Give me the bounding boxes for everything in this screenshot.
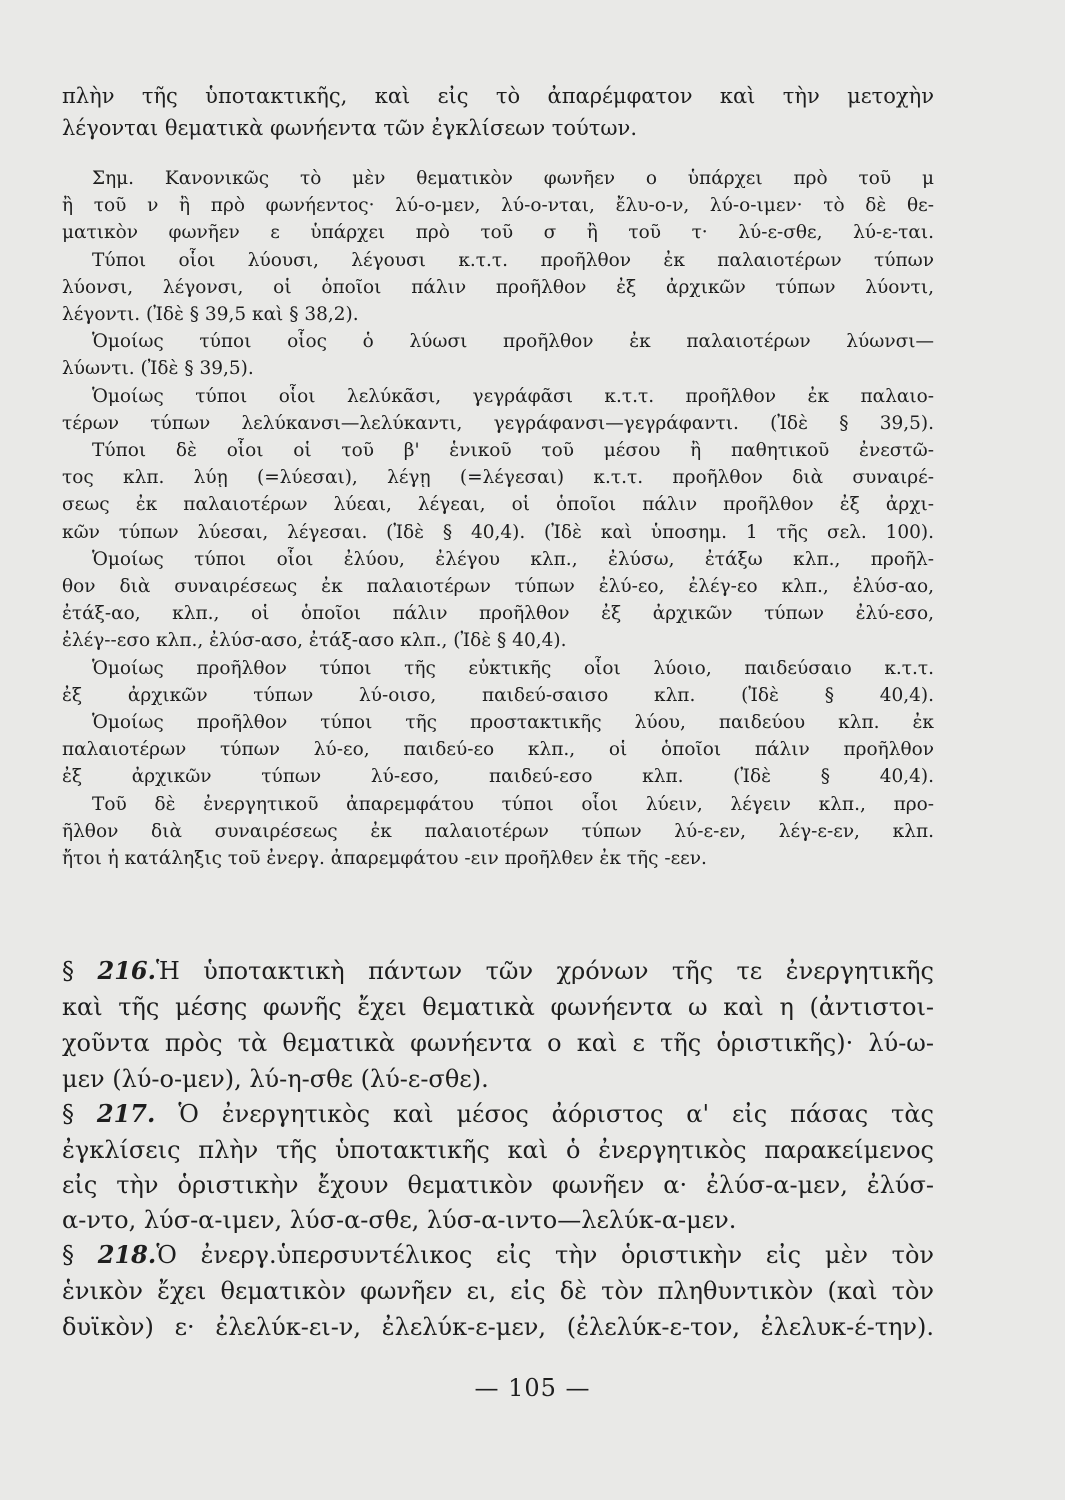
note-line: ἢ τοῦ ν ἢ πρὸ φωνήεντος· λύ-ο-μεν, λύ-ο-νται, ἔλυ-ο-ν, λύ-ο-ιμεν· τὸ δὲ θε- [62, 195, 934, 217]
note-line: ἐτάξ-αο, κλπ., οἱ ὁποῖοι πάλιν προῆλθον ἐξ ἀρχικῶν τύπων ἐλύ-εσο, [62, 603, 934, 625]
note-line: κῶν τύπων λύεσαι, λέγεσαι. (Ἰδὲ § 40,4). (Ἰδὲ καὶ ὑποσημ. 1 τῆς σελ. 100). [62, 521, 934, 543]
section-symbol: § [62, 1241, 74, 1269]
section-number: 216. [97, 956, 156, 985]
note-line: ῆλθον διὰ συναιρέσεως ἐκ παλαιοτέρων τύπων λύ-ε-εν, λέγ-ε-εν, κλπ. [62, 820, 934, 842]
note-line: Ὁμοίως τύποι οἷος ὁ λύωσι προῆλθον ἐκ παλαιοτέρων λύωνσι— [92, 331, 934, 353]
note-line: τος κλπ. λύῃ (=λύεσαι), λέγῃ (=λέγεσαι) κ.τ.τ. προῆλθον διὰ συναιρέ- [62, 467, 934, 489]
text-line: εἰς τὴν ὁριστικὴν ἔχουν θεματικὸν φωνῆεν α· ἐλύσ-α-μεν, ἐλύσ- [62, 1171, 934, 1199]
note-line: θον διὰ συναιρέσεως ἐκ παλαιοτέρων τύπων ἐλύ-εο, ἐλέγ-εο κλπ., ἐλύσ-αο, [62, 576, 934, 597]
section-text: Ἡ ὑποτακτικὴ πάντων τῶν χρόνων τῆς τε ἐνεργητικῆς [155, 957, 934, 985]
text-line: καὶ τῆς μέσης φωνῆς ἔχει θεματικὰ φωνήεντα ω καὶ η (ἀντιστοι- [62, 993, 934, 1021]
section-number: 218. [97, 1240, 157, 1269]
section-symbol: § [62, 957, 74, 985]
note-line: Τύποι δὲ οἷοι οἱ τοῦ β' ἑνικοῦ τοῦ μέσου ἢ παθητικοῦ ἐνεστῶ- [92, 440, 934, 461]
section-216-line-1 [62, 954, 934, 988]
note-line: λύωντι. (Ἰδὲ § 39,5). [62, 358, 254, 380]
text-line: πλὴν τῆς ὑποτακτικῆς, καὶ εἰς τὸ ἀπαρέμφατον καὶ τὴν μετοχὴν [62, 84, 934, 108]
note-line: ματικὸν φωνῆεν ε ὑπάρχει πρὸ τοῦ σ ἢ τοῦ τ· λύ-ε-σθε, λύ-ε-ται. [62, 222, 934, 244]
note-line: ἤτοι ἡ κατάληξις τοῦ ἐνεργ. ἀπαρεμφάτου -ειν προῆλθεν ἐκ τῆς -εεν. [62, 848, 707, 869]
section-number: 217. [96, 1099, 156, 1128]
section-symbol: § [62, 1100, 74, 1128]
text-line: λέγονται θεματικὰ φωνήεντα τῶν ἐγκλίσεων τούτων. [62, 116, 637, 140]
section-217-line-1 [62, 1097, 934, 1131]
note-line: Σημ. Κανονικῶς τὸ μὲν θεματικὸν φωνῆεν ο ὑπάρχει πρὸ τοῦ μ [92, 168, 934, 189]
note-line: Ὁμοίως τύποι οἷοι λελύκᾶσι, γεγράφᾶσι κ.τ.τ. προῆλθον ἐκ παλαιο- [92, 385, 934, 407]
note-line: Ὁμοίως προῆλθον τύποι τῆς εὐκτικῆς οἷοι λύοιο, παιδεύσαιο κ.τ.τ. [92, 657, 934, 679]
note-line: Τύποι οἷοι λύουσι, λέγουσι κ.τ.τ. προῆλθον ἐκ παλαιοτέρων τύπων [92, 249, 934, 271]
note-line: ἐξ ἀρχικῶν τύπων λύ-οισο, παιδεύ-σαισο κλπ. (Ἰδὲ § 40,4). [62, 684, 934, 706]
section-text: Ὁ ἐνεργητικὸς καὶ μέσος ἀόριστος α' εἰς πάσας τὰς [178, 1100, 934, 1128]
text-line: μεν (λύ-ο-μεν), λύ-η-σθε (λύ-ε-σθε). [62, 1065, 489, 1093]
section-218-line-1 [62, 1238, 934, 1272]
note-line: σεως ἐκ παλαιοτέρων λύεαι, λέγεαι, οἱ ὁποῖοι πάλιν προῆλθον ἐξ ἀρχι- [62, 494, 934, 516]
note-line: Ὁμοίως προῆλθον τύποι τῆς προστακτικῆς λύου, παιδεύου κλπ. ἐκ [92, 712, 934, 733]
text-line: χοῦντα πρὸς τὰ θεματικὰ φωνήεντα ο καὶ ε τῆς ὁριστικῆς)· λύ-ω- [62, 1029, 934, 1057]
text-line: δυϊκὸν) ε· ἐλελύκ-ει-ν, ἐλελύκ-ε-μεν, (ἐλελύκ-ε-τον, ἐλελυκ-έ-την). [62, 1313, 934, 1341]
note-line: Ὁμοίως τύποι οἷοι ἐλύου, ἐλέγου κλπ., ἐλύσω, ἐτάξω κλπ., προῆλ- [92, 548, 934, 570]
text-line: ἐγκλίσεις πλὴν τῆς ὑποτακτικῆς καὶ ὁ ἐνεργητικὸς παρακείμενος [62, 1136, 934, 1164]
text-line: α-ντο, λύσ-α-ιμεν, λύσ-α-σθε, λύσ-α-ιντο—λελύκ-α-μεν. [62, 1206, 737, 1234]
note-line: παλαιοτέρων τύπων λύ-εο, παιδεύ-εο κλπ., οἱ ὁποῖοι πάλιν προῆλθον [62, 739, 934, 761]
note-line: ἐλέγ--εσο κλπ., ἐλύσ-ασο, ἐτάξ-ασο κλπ., (Ἰδὲ § 40,4). [62, 630, 567, 652]
note-line: ἐξ ἀρχικῶν τύπων λύ-εσο, παιδεύ-εσο κλπ. (Ἰδὲ § 40,4). [62, 766, 934, 788]
text-line: ἑνικὸν ἔχει θεματικὸν φωνῆεν ει, εἰς δὲ τὸν πληθυντικὸν (καὶ τὸν [62, 1277, 934, 1305]
note-line: Τοῦ δὲ ἐνεργητικοῦ ἀπαρεμφάτου τύποι οἷοι λύειν, λέγειν κλπ., προ- [92, 793, 934, 815]
note-line: λύονσι, λέγονσι, οἱ ὁποῖοι πάλιν προῆλθον ἐξ ἀρχικῶν τύπων λύοντι, [62, 276, 934, 298]
note-line: λέγοντι. (Ἰδὲ § 39,5 καὶ § 38,2). [62, 304, 359, 325]
section-text: Ὁ ἐνεργ.ὑπερσυντέλικος εἰς τὴν ὁριστικὴν εἰς μὲν τὸν [156, 1241, 934, 1269]
note-line: τέρων τύπων λελύκανσι—λελύκαντι, γεγράφανσι—γεγράφαντι. (Ἰδὲ § 39,5). [62, 412, 934, 434]
page-number: — 105 — [474, 1374, 591, 1402]
